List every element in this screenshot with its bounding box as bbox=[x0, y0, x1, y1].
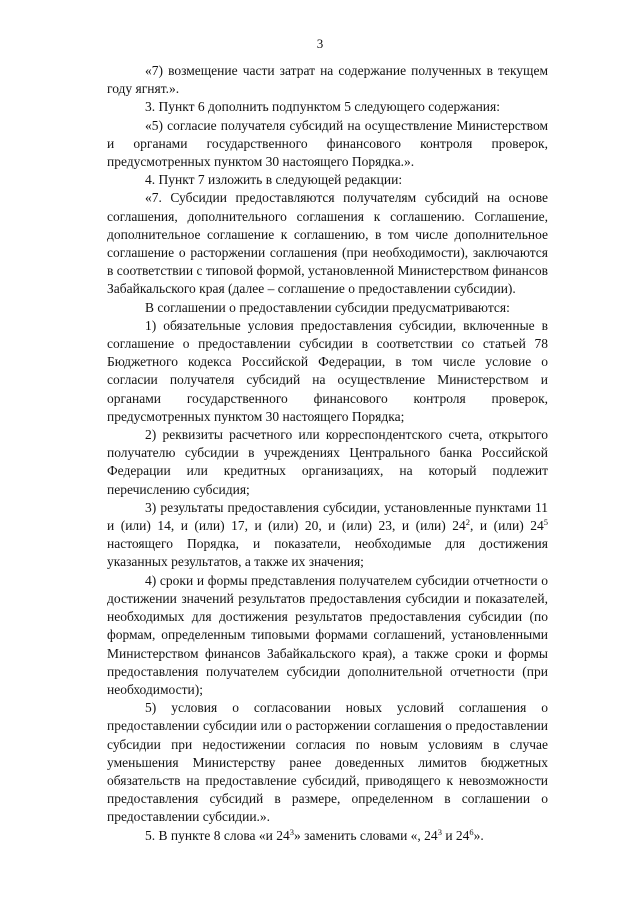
document-body bbox=[107, 62, 548, 845]
paragraph: 2) реквизиты расчетного или корреспондентского счета, открытого получателю субсидии в учреждениях Центрального банка Российской Федерации или кредитных организациях, на который подлежит перечислению субсидия; bbox=[107, 427, 548, 497]
text-run: , и (или) 24 bbox=[470, 518, 544, 534]
superscript: 3 bbox=[289, 826, 294, 837]
text-run: и 24 bbox=[441, 827, 470, 843]
page-number: 3 bbox=[316, 36, 324, 51]
text-run: » заменить словами «, 24 bbox=[294, 827, 438, 843]
paragraph: «7. Субсидии предоставляются получателям субсидий на основе соглашения, дополнительного соглашения к соглашению. Соглашение, дополнительное соглашение к соглашению, в том числе дополнительное соглашение о расторжении соглашения (при необходимости), заключаются в соответствии с типовой формой, установленной Министерством финансов Забайкальского края (далее – соглашение о предоставлении субсидии). bbox=[107, 190, 548, 297]
paragraph: «7) возмещение части затрат на содержание полученных в текущем году ягнят.». bbox=[107, 63, 548, 97]
paragraph: 4. Пункт 7 изложить в следующей редакции: bbox=[145, 172, 403, 188]
paragraph-amendment bbox=[107, 827, 548, 845]
paragraph: 1) обязательные условия предоставления субсидии, включенные в соглашение о предоставлении субсидии в соответствии со статьей 78 Бюджетного кодекса Российской Федерации, в том числе условие о согласии получателя субсидий на осуществление Министерством и органами государственного финансового контроля проверок, предусмотренных пунктом 30 настоящего Порядка; bbox=[107, 317, 548, 424]
text-run: ». bbox=[473, 827, 484, 843]
superscript: 3 bbox=[437, 826, 442, 837]
paragraph: «5) согласие получателя субсидий на осуществление Министерством и органами государственного финансового контроля проверок, предусмотренных пунктом 30 настоящего Порядка.». bbox=[107, 117, 548, 170]
text-run: 3) результаты предоставления субсидии, установленные пунктами 11 и (или) 14, и (или) 17, и (или) 20, и (или) 23, и (или) 24 bbox=[107, 499, 548, 534]
paragraph: 3. Пункт 6 дополнить подпунктом 5 следующего содержания: bbox=[145, 99, 500, 115]
paragraph: В соглашении о предоставлении субсидии предусматриваются: bbox=[145, 299, 510, 315]
paragraph: 4) сроки и формы представления получателем субсидии отчетности о достижении значений результатов предоставления субсидии и показателей, необходимых для достижения результатов предоставления субсидии (по формам, определенным типовыми формами соглашений, установленными Министерством финансов Забайкальского края), а также сроки и формы предоставления получателем субсидии дополнительной отчетности (при необходимости); bbox=[107, 572, 548, 697]
superscript: 5 bbox=[543, 517, 548, 528]
paragraph-results bbox=[107, 499, 548, 572]
superscript: 6 bbox=[469, 826, 474, 837]
superscript: 2 bbox=[465, 517, 471, 528]
paragraph: 5) условия о согласовании новых условий соглашения о предоставлении субсидии или о расторжении соглашения о предоставлении субсидии при недостижении согласия по новым условиям в случае уменьшения Министерству ранее доведенных лимитов бюджетных обязательств на предоставление субсидий, приводящего к невозможности предоставления субсидий в размере, определенном в соглашении о предоставлении субсидии.». bbox=[107, 700, 548, 825]
text-run: 5. В пункте 8 слова «и 24 bbox=[145, 827, 290, 843]
text-run: настоящего Порядка, и показатели, необходимые для достижения указанных результатов, а также их значения; bbox=[107, 536, 548, 570]
